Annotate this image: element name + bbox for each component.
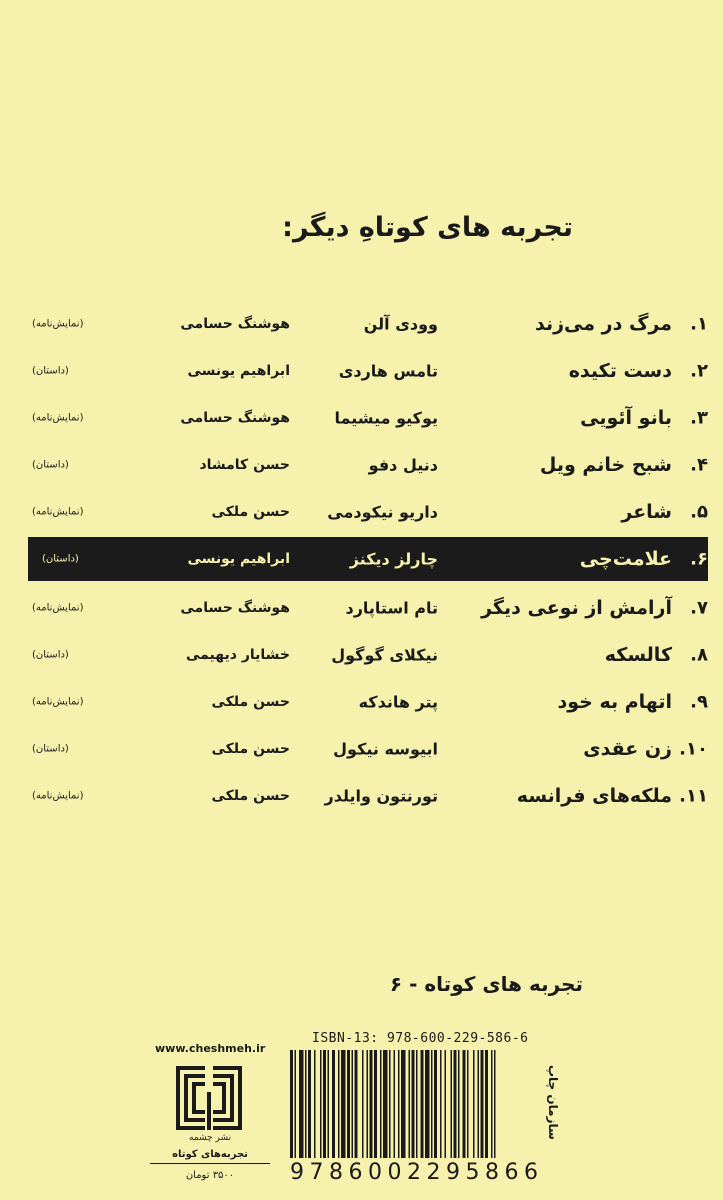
book-author: داریو نیکودمی (327, 502, 438, 521)
book-number: ۴. (690, 454, 708, 475)
book-author: ابیوسه نیکول (333, 739, 438, 758)
book-genre: (نمایش‌نامه) (32, 506, 84, 517)
book-title: زن عقدی (583, 737, 672, 760)
book-number: ۱۱. (679, 785, 708, 806)
book-title: علامت‌چی (579, 548, 672, 570)
book-author: تورنتون وایلدر (324, 786, 438, 805)
book-title: ملکه‌های فرانسه (516, 784, 672, 807)
book-translator: هوشنگ حسامی (180, 315, 290, 332)
printer-stamp: سازمان چاپ (546, 1065, 560, 1140)
book-row (28, 584, 708, 631)
book-number: ۱. (690, 313, 708, 334)
book-genre: (نمایش‌نامه) (32, 602, 84, 613)
book-number: ۶. (690, 548, 708, 570)
book-translator: حسن ملکی (211, 503, 290, 520)
series-title: تجربه های کوتاه - ۶ (389, 972, 583, 996)
isbn-text: ISBN-13: 978-600-229-586-6 (312, 1031, 529, 1046)
book-row (28, 441, 708, 488)
book-genre: (نمایش‌نامه) (32, 790, 84, 801)
book-genre: (داستان) (32, 743, 69, 754)
barcode (288, 1050, 550, 1158)
book-number: ۲. (690, 360, 708, 381)
book-row (28, 347, 708, 394)
book-number: ۱۰. (679, 738, 708, 759)
book-translator: ابراهیم یونسی (187, 362, 290, 379)
book-translator: هوشنگ حسامی (180, 599, 290, 616)
book-genre: (داستان) (42, 553, 79, 565)
book-translator: حسن کامشاد (199, 456, 290, 473)
book-author: تامس هاردی (338, 361, 438, 380)
book-translator: حسن ملکی (211, 740, 290, 757)
publisher-website: www.cheshmeh.ir (155, 1042, 266, 1055)
book-author: پتر هاندکه (358, 692, 438, 711)
book-translator: خشایار دیهیمی (186, 646, 290, 663)
book-author: تام استاپارد (345, 598, 438, 617)
price: ۳۵۰۰ تومان (185, 1170, 235, 1181)
book-number: ۳. (690, 407, 708, 428)
book-row (28, 394, 708, 441)
book-number: ۹. (690, 691, 708, 712)
book-author: وودی آلن (363, 314, 438, 333)
book-author: چارلز دیکنز (349, 549, 438, 569)
book-translator: حسن ملکی (211, 787, 290, 804)
book-title: شبح خانم ویل (539, 453, 672, 476)
book-row (28, 300, 708, 347)
book-author: یوکیو میشیما (334, 408, 438, 427)
book-genre: (نمایش‌نامه) (32, 412, 84, 423)
book-translator: ابراهیم یونسی (187, 551, 290, 567)
book-title: کالسکه (604, 643, 672, 666)
book-number: ۸. (690, 644, 708, 665)
book-number: ۵. (690, 501, 708, 522)
book-row (28, 725, 708, 772)
book-title: شاعر (621, 500, 672, 523)
book-title: بانو آئویی (580, 406, 672, 429)
book-row (28, 772, 708, 819)
book-genre: (داستان) (32, 459, 69, 470)
book-genre: (داستان) (32, 365, 69, 376)
book-title: مرگ در می‌زند (535, 312, 672, 335)
book-row (28, 488, 708, 535)
book-list (28, 300, 708, 819)
book-genre: (نمایش‌نامه) (32, 696, 84, 707)
book-author: دنیل دفو (368, 455, 438, 474)
book-row (28, 537, 708, 581)
barcode-digits: 9786002295866 (290, 1160, 544, 1185)
book-translator: حسن ملکی (211, 693, 290, 710)
list-heading: تجربه های کوتاهِ دیگر: (282, 212, 573, 243)
book-title: اتهام به خود (557, 690, 672, 713)
book-title: آرامش از نوعی دیگر (481, 596, 672, 619)
series-name-small: تجربه‌های کوتاه (172, 1149, 248, 1160)
book-genre: (نمایش‌نامه) (32, 318, 84, 329)
publisher-name: نشر چشمه (189, 1133, 231, 1143)
book-genre: (داستان) (32, 649, 69, 660)
publisher-logo (176, 1066, 242, 1130)
book-row (28, 678, 708, 725)
book-title: دست تکیده (568, 359, 672, 382)
book-translator: هوشنگ حسامی (180, 409, 290, 426)
book-author: نیکلای گوگول (331, 645, 438, 664)
book-row (28, 631, 708, 678)
book-number: ۷. (690, 597, 708, 618)
